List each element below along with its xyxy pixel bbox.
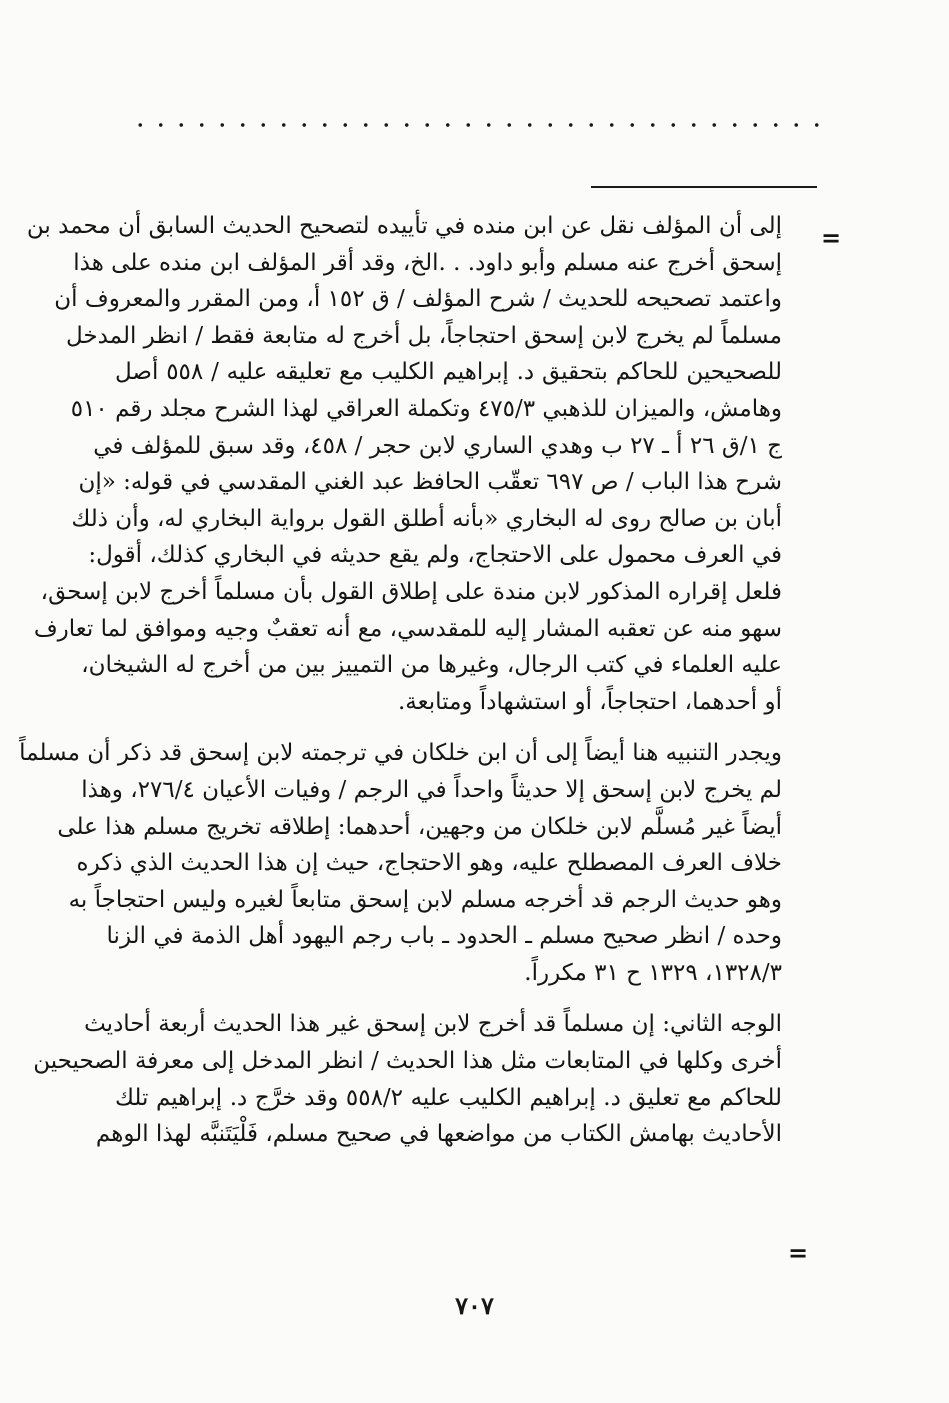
text-line: خلاف العرف المصطلح عليه، وهو الاحتجاج، حيث إن هذا الحديث الذي ذكره xyxy=(76,850,782,877)
text-line: ويجدر التنبيه هنا أيضاً إلى أن ابن خلكان في ترجمته لابن إسحق قد ذكر أن مسلماً xyxy=(19,740,782,767)
text-line: أبان بن صالح روى له البخاري «بأنه أطلق القول برواية البخاري له، وأن ذلك xyxy=(71,505,782,532)
text-line: وهو حديث الرجم قد أخرجه مسلم لابن إسحق متابعاً لغيره وليس احتجاجاً به xyxy=(68,886,782,913)
text-line: ١٣٢٨/٣، ١٣٢٩ ح ٣١ مكرراً. xyxy=(524,959,782,986)
text-line: إسحق أخرج عنه مسلم وأبو داود. . .الخ، وقد أقر المؤلف ابن منده على هذا xyxy=(73,249,782,276)
continuation-mark-top: = xyxy=(821,223,842,252)
paragraph-1 xyxy=(26,208,782,720)
text-line: أو أحدهما، احتجاجاً، أو استشهاداً ومتابعة. xyxy=(397,688,782,715)
text-line: أيضاً غير مُسلَّم لابن خلكان من وجهين، أحدهما: إطلاقه تخريج مسلم هذا على xyxy=(57,813,782,840)
text-line: للحاكم مع تعليق د. إبراهيم الكليب عليه ٥٥٨/٢ وقد خرَّج د. إبراهيم تلك xyxy=(115,1084,783,1111)
text-line: عليه العلماء في كتب الرجال، وغيرها من التمييز بين من أخرج له الشيخان، xyxy=(81,652,782,679)
text-line: في العرف محمول على الاحتجاج، ولم يقع حديثه في البخاري كذلك، أقول: xyxy=(88,542,782,569)
dotted-separator xyxy=(130,122,820,128)
text-line: وهامش، والميزان للذهبي ٤٧٥/٣ وتكملة العراقي لهذا الشرح مجلد رقم ٥١٠ xyxy=(70,395,782,422)
text-line: واعتمد تصحيحه للحديث / شرح المؤلف / ق ١٥٢ أ، ومن المقرر والمعروف أن xyxy=(54,286,782,313)
text-line: لم يخرج لابن إسحق إلا حديثاً واحداً في الرجم / وفيات الأعيان ٢٧٦/٤، وهذا xyxy=(81,776,782,803)
text-line: للصحيحين للحاكم بتحقيق د. إبراهيم الكليب مع تعليقه عليه / ٥٥٨ أصل xyxy=(115,359,782,386)
paragraph-3 xyxy=(33,1006,783,1152)
text-line: أخرى وكلها في المتابعات مثل هذا الحديث / انظر المدخل إلى معرفة الصحيحين xyxy=(33,1048,782,1075)
paragraph-2 xyxy=(19,735,782,991)
text-line: مسلماً لم يخرج لابن إسحق احتجاجاً، بل أخرج له متابعة فقط / انظر المدخل xyxy=(65,322,782,349)
text-line: الأحاديث بهامش الكتاب من مواضعها في صحيح مسلم، فَلْيَتَنبَّه لهذا الوهم xyxy=(95,1121,782,1148)
continuation-mark-bottom: = xyxy=(788,1238,809,1267)
text-line: ج ١/ق ٢٦ أ ـ ٢٧ ب وهدي الساري لابن حجر / ٤٥٨، وقد سبق للمؤلف في xyxy=(93,432,782,459)
footnote-text xyxy=(19,208,783,1153)
text-line: وحده / انظر صحيح مسلم ـ الحدود ـ باب رجم اليهود أهل الذمة في الزنا xyxy=(106,923,782,950)
page-number: ٧٠٧ xyxy=(455,1291,494,1320)
text-line: شرح هذا الباب / ص ٦٩٧ تعقّب الحافظ عبد الغني المقدسي في قوله: «إن xyxy=(78,469,782,496)
text-line: فلعل إقراره المذكور لابن مندة على إطلاق القول بأن مسلماً أخرج لابن إسحق، xyxy=(40,578,782,605)
text-line: الوجه الثاني: إن مسلماً قد أخرج لابن إسحق غير هذا الحديث أربعة أحاديث xyxy=(84,1011,782,1038)
text-line: إلى أن المؤلف نقل عن ابن منده في تأييده لتصحيح الحديث السابق أن محمد بن xyxy=(26,213,782,239)
footnote-rule xyxy=(591,186,817,188)
text-line: سهو منه عن تعقبه المشار إليه للمقدسي، مع أنه تعقبٌ وجيه وموافق لما تعارف xyxy=(33,615,782,642)
